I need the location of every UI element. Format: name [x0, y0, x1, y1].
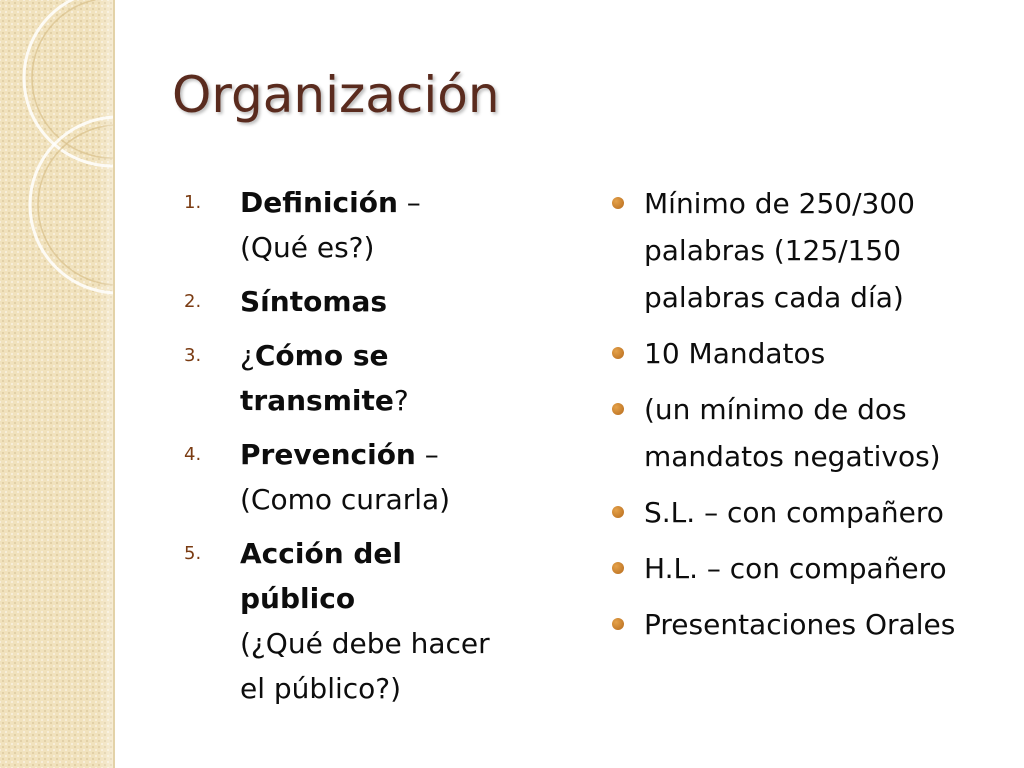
topic-item-accion — [184, 531, 544, 711]
decorative-rings — [0, 0, 113, 768]
bullet-icon — [612, 403, 624, 415]
topic-item-prevencion — [184, 432, 544, 522]
requirement-line: (un mínimo de dos — [644, 393, 907, 426]
bullet-icon — [612, 618, 624, 630]
topic-heading: Acción del — [240, 537, 403, 570]
requirement-line: 10 Mandatos — [644, 337, 826, 370]
topic-heading: Cómo se — [254, 339, 389, 372]
topic-number: 4. — [184, 444, 202, 465]
requirement-line: Mínimo de 250/300 — [644, 187, 915, 220]
topic-heading: Síntomas — [240, 285, 388, 318]
requirement-item-sl — [612, 489, 1017, 536]
requirement-item-orales — [612, 601, 1017, 648]
topic-heading: Prevención — [240, 438, 416, 471]
requirements-column — [612, 180, 1017, 657]
topic-heading-cont: público — [240, 582, 356, 615]
topic-item-transmision — [184, 333, 544, 423]
topic-detail: (Qué es?) — [240, 231, 375, 264]
topic-item-sintomas — [184, 279, 544, 324]
requirement-line: S.L. – con compañero — [644, 496, 944, 529]
topic-detail: el público?) — [240, 672, 402, 705]
slide-title: Organización — [172, 66, 500, 124]
topic-line — [240, 378, 544, 423]
topic-dash: – — [415, 438, 439, 471]
requirement-line: Presentaciones Orales — [644, 608, 956, 641]
topic-item-definicion — [184, 180, 544, 270]
topic-heading: Definición — [240, 186, 398, 219]
topics-list — [184, 180, 544, 711]
topic-number: 2. — [184, 291, 202, 312]
requirement-line: palabras (125/150 — [644, 234, 902, 267]
topic-dash: – — [397, 186, 421, 219]
topic-line — [240, 180, 544, 225]
topic-number: 3. — [184, 345, 202, 366]
topic-prefix: ¿ — [240, 339, 255, 372]
requirement-line: mandatos negativos) — [644, 440, 941, 473]
bullet-icon — [612, 562, 624, 574]
topic-line — [240, 333, 544, 378]
requirement-item-hl — [612, 545, 1017, 592]
requirement-line: H.L. – con compañero — [644, 552, 947, 585]
topic-suffix: ? — [393, 384, 409, 417]
topic-number: 5. — [184, 543, 202, 564]
topics-column — [184, 180, 544, 720]
requirement-item-negativos — [612, 386, 1017, 480]
bullet-icon — [612, 506, 624, 518]
decorative-side-band — [0, 0, 113, 768]
band-shade — [98, 0, 113, 768]
requirement-line: palabras cada día) — [644, 281, 904, 314]
requirement-item-palabras — [612, 180, 1017, 321]
topic-line — [240, 432, 544, 477]
topic-detail: (¿Qué debe hacer — [240, 627, 490, 660]
topic-heading-cont: transmite — [240, 384, 394, 417]
requirements-list — [612, 180, 1017, 648]
topic-detail: (Como curarla) — [240, 483, 451, 516]
bullet-icon — [612, 197, 624, 209]
band-edge-divider — [113, 0, 115, 768]
requirement-item-mandatos — [612, 330, 1017, 377]
bullet-icon — [612, 347, 624, 359]
topic-number: 1. — [184, 192, 202, 213]
